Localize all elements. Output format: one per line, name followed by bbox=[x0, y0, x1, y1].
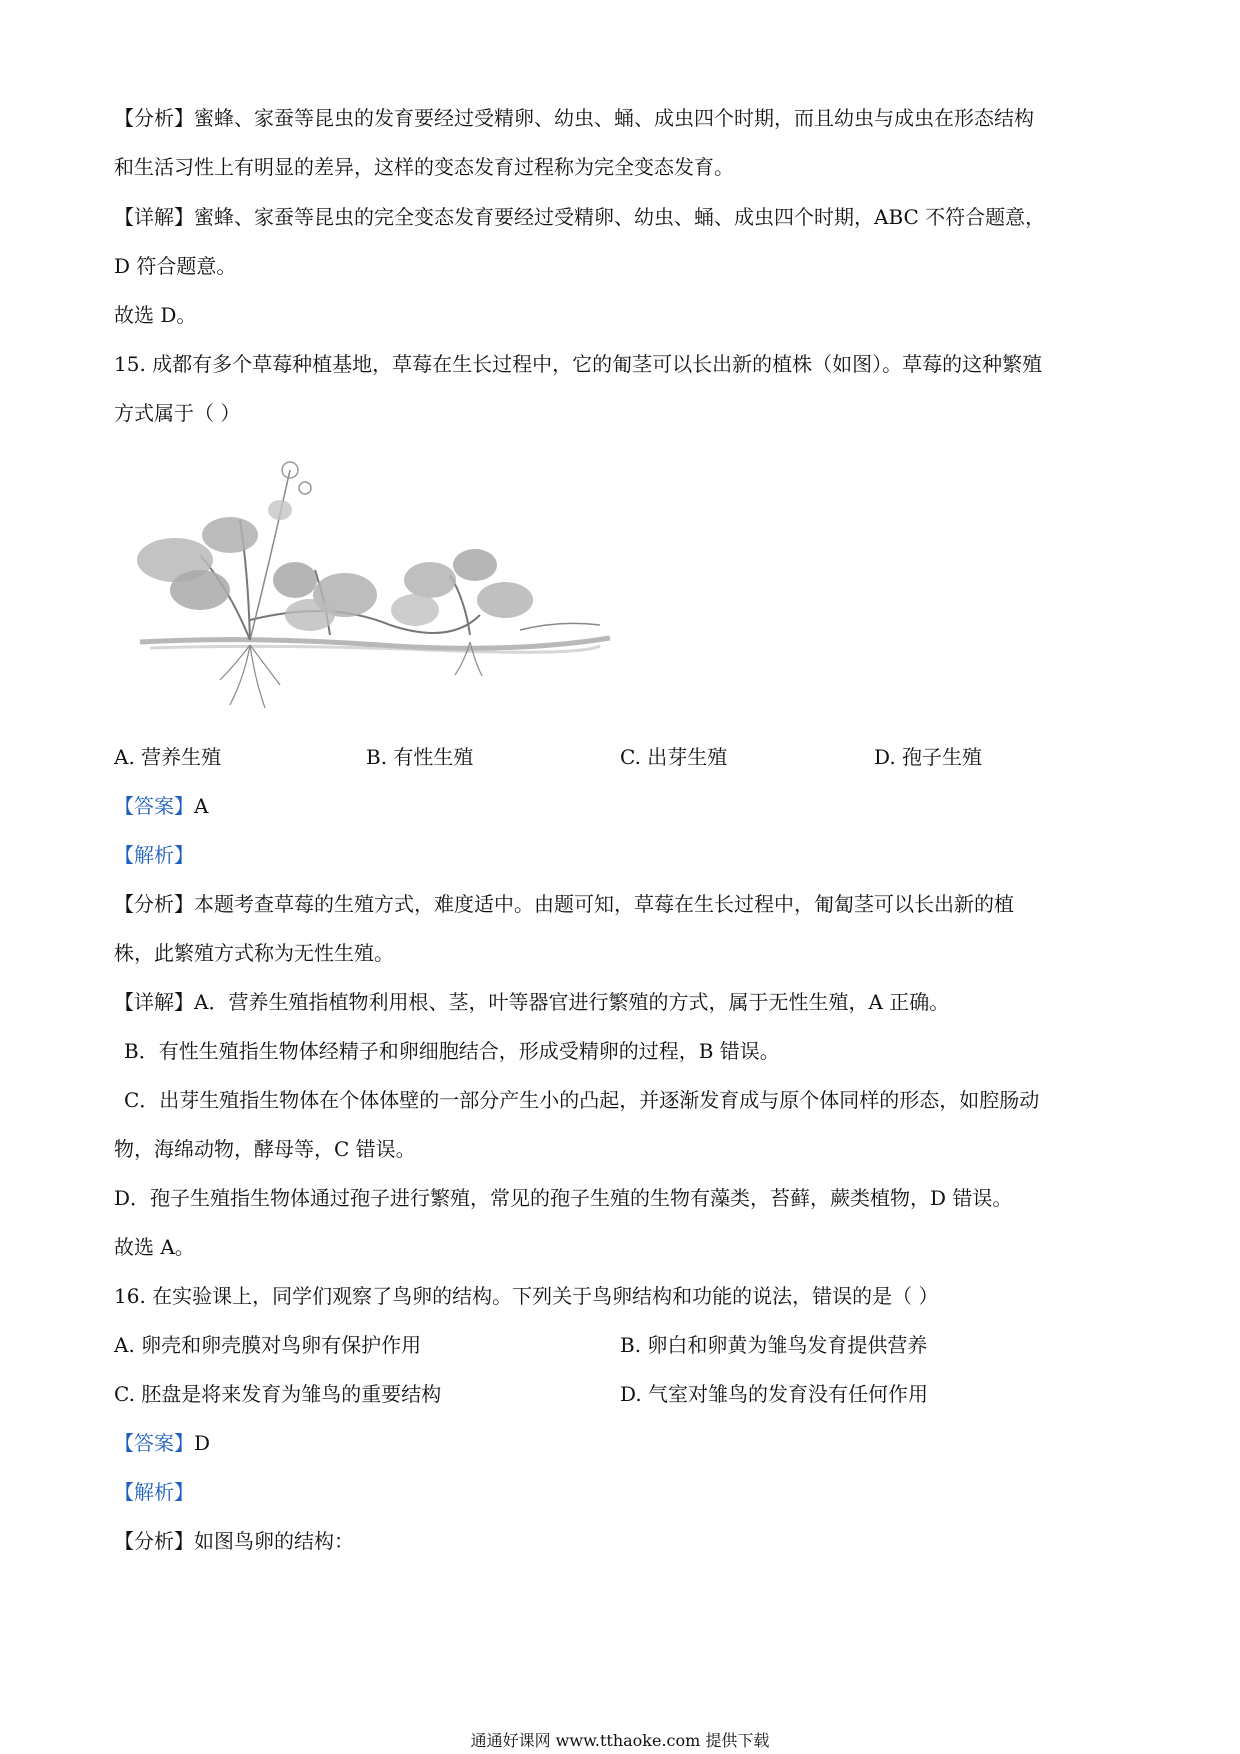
q15-analysis-line2: 株，此繁殖方式称为无性生殖。 bbox=[114, 941, 394, 965]
q16-option-d: D. 气室对雏鸟的发育没有任何作用 bbox=[620, 1382, 929, 1406]
q15-conclusion: 故选 A。 bbox=[114, 1235, 195, 1259]
answer-tag: 【答案】 bbox=[114, 1431, 194, 1455]
page-footer: 通通好课网 www.tthaoke.com 提供下载 bbox=[470, 1731, 770, 1750]
q15-analysis-line1: 【分析】本题考查草莓的生殖方式，难度适中。由题可知，草莓在生长过程中，匍匐茎可以长出新的植 bbox=[114, 892, 1014, 916]
q16-option-a: A. 卵壳和卵壳膜对鸟卵有保护作用 bbox=[114, 1333, 422, 1357]
q15-option-d: D. 孢子生殖 bbox=[874, 745, 983, 769]
analysis-tag: 【分析】 bbox=[114, 106, 194, 130]
q15-detail-a: 【详解】A．营养生殖指植物利用根、茎，叶等器官进行繁殖的方式，属于无性生殖，A 正确。 bbox=[114, 990, 950, 1014]
q15-detail-d: D．孢子生殖指生物体通过孢子进行繁殖，常见的孢子生殖的生物有藻类，苔藓，蕨类植物，D 错误。 bbox=[114, 1186, 1013, 1210]
q15-option-b: B. 有性生殖 bbox=[366, 745, 474, 769]
q14-analysis-line2: 和生活习性上有明显的差异，这样的变态发育过程称为完全变态发育。 bbox=[114, 155, 734, 179]
q16-stem: 16. 在实验课上，同学们观察了鸟卵的结构。下列关于鸟卵结构和功能的说法，错误的是（ ） bbox=[114, 1284, 939, 1308]
q15-option-c: C. 出芽生殖 bbox=[620, 745, 728, 769]
q15-option-a: A. 营养生殖 bbox=[114, 745, 222, 769]
q16-jiexi-tag: 【解析】 bbox=[114, 1480, 194, 1504]
analysis-tag: 【分析】 bbox=[114, 1529, 194, 1553]
strawberry-runner-figure bbox=[130, 450, 620, 715]
q15-stem-line1: 15. 成都有多个草莓种植基地，草莓在生长过程中，它的匍茎可以长出新的植株（如图）。草莓的这种繁殖 bbox=[114, 352, 1043, 376]
q14-analysis-line1: 【分析】蜜蜂、家蚕等昆虫的发育要经过受精卵、幼虫、蛹、成虫四个时期，而且幼虫与成虫在形态结构 bbox=[114, 106, 1034, 130]
analysis-tag: 【分析】 bbox=[114, 892, 194, 916]
answer-tag: 【答案】 bbox=[114, 794, 194, 818]
detail-tag: 【详解】 bbox=[114, 990, 194, 1014]
q16-option-c: C. 胚盘是将来发育为雏鸟的重要结构 bbox=[114, 1382, 442, 1406]
q15-detail-c-line1: C．出芽生殖指生物体在个体体壁的一部分产生小的凸起，并逐渐发育成与原个体同样的形态，如腔肠动 bbox=[124, 1088, 1040, 1112]
q16-answer: 【答案】D bbox=[114, 1431, 211, 1455]
q15-jiexi-tag: 【解析】 bbox=[114, 843, 194, 867]
q15-stem-line2: 方式属于（ ） bbox=[114, 401, 241, 425]
q16-analysis: 【分析】如图鸟卵的结构： bbox=[114, 1529, 354, 1553]
q16-option-b: B. 卵白和卵黄为雏鸟发育提供营养 bbox=[620, 1333, 928, 1357]
q14-conclusion: 故选 D。 bbox=[114, 303, 197, 327]
detail-tag: 【详解】 bbox=[114, 205, 194, 229]
q15-detail-c-line2: 物，海绵动物，酵母等，C 错误。 bbox=[114, 1137, 416, 1161]
q14-detail-line1: 【详解】蜜蜂、家蚕等昆虫的完全变态发育要经过受精卵、幼虫、蛹、成虫四个时期，ABC 不符合题意， bbox=[114, 205, 1046, 229]
q15-answer: 【答案】A bbox=[114, 794, 209, 818]
q14-detail-line2: D 符合题意。 bbox=[114, 254, 237, 278]
q15-detail-b: B．有性生殖指生物体经精子和卵细胞结合，形成受精卵的过程，B 错误。 bbox=[124, 1039, 780, 1063]
